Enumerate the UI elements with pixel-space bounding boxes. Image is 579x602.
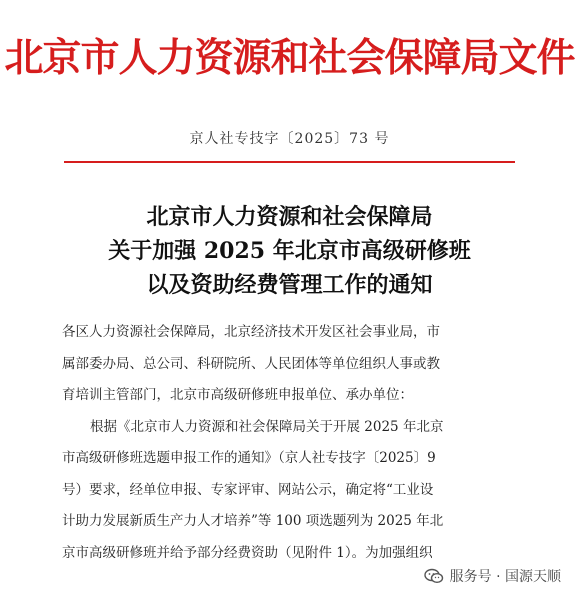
addressee-line: 育培训主管部门，北京市高级研修班申报单位、承办单位： <box>62 387 413 403</box>
addressee-line: 属部委办局、总公司、科研院所、人民团体等单位组织人事或教 <box>62 355 440 372</box>
notice-title <box>0 200 579 302</box>
wechat-icon <box>424 568 444 584</box>
document-body <box>62 317 510 569</box>
notice-title-line: 以及资助经费管理工作的通知 <box>146 272 433 298</box>
notice-title-line: 关于加强 2025 年北京市高级研修班 <box>108 238 471 264</box>
addressee-line: 各区人力资源社会保障局，北京经济技术开发区社会事业局，市 <box>62 324 440 340</box>
header-divider <box>64 161 515 163</box>
body-line: 京市高级研修班并给予部分经费资助（见附件 1）。为加强组织 <box>62 544 433 561</box>
body-line: 市高级研修班选题申报工作的通知》（京人社专技字〔2025〕9 <box>62 450 436 466</box>
body-line: 号）要求，经单位申报、专家评审、网站公示，确定将“工业设 <box>62 481 434 498</box>
document-header-title: 北京市人力资源和社会保障局文件 <box>4 35 575 81</box>
body-line: 计助力发展新质生产力人才培养”等 100 项选题列为 2025 年北 <box>62 513 444 529</box>
watermark-text: 服务号 · 国源天顺 <box>449 569 561 585</box>
addressee-paragraph <box>62 317 510 412</box>
document-number: 京人社专技字〔2025〕73 号 <box>189 131 390 147</box>
wechat-watermark <box>420 564 565 588</box>
notice-title-line: 北京市人力资源和社会保障局 <box>146 204 433 230</box>
body-paragraph <box>62 412 510 570</box>
body-line: 根据《北京市人力资源和社会保障局关于开展 2025 年北京 <box>90 418 444 435</box>
